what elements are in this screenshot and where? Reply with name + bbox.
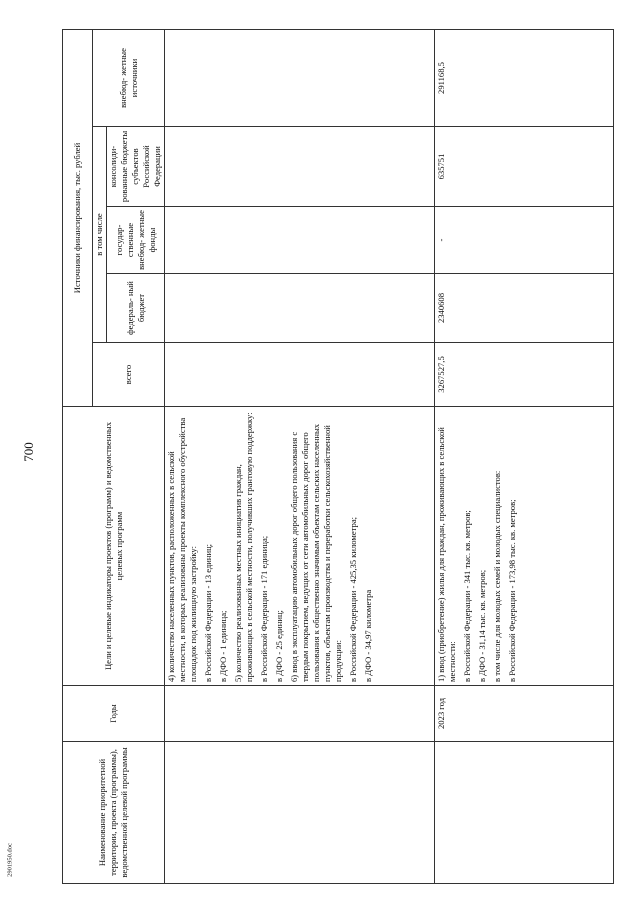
row2-state-funds: - xyxy=(435,207,614,274)
indicator-line: в Российской Федерации - 425,35 километра; xyxy=(348,516,358,682)
row1-total xyxy=(165,343,435,407)
indicator-line: в ДФО - 25 единиц; xyxy=(274,610,284,682)
indicator-line: 5) количество реализованных местных инициатив граждан, проживающих в сельской местности, получивших грантовую поддержку: xyxy=(233,412,254,682)
header-consolidated: консолиди- рованные бюджеты субъектов Российской Федерации xyxy=(107,127,165,207)
row1-federal xyxy=(165,274,435,343)
indicator-line: 1) ввод (приобретение) жилья для граждан, проживающих в сельской местности: xyxy=(436,427,457,682)
header-federal: федераль- ный бюджет xyxy=(107,274,165,343)
indicator-line: в Российской Федерации - 341 тыс. кв. метров; xyxy=(462,510,472,682)
indicator-line: в ДФО - 34,97 километра xyxy=(363,589,373,682)
row1-state-funds xyxy=(165,207,435,274)
table-row xyxy=(435,29,614,883)
header-name: Наименование приоритетной территории, проекта (программы), ведомственной целевой программы xyxy=(63,742,165,884)
page-number: 700 xyxy=(21,442,36,462)
header-years: Годы xyxy=(63,686,165,742)
indicator-line: в Российской Федерации - 171 единица; xyxy=(259,535,269,682)
row2-year: 2023 год xyxy=(435,686,614,742)
indicator-line: 4) количество населенных пунктов, расположенных в сельской местности, в которых реализованы проекты комплексного обустройства площадок под жилищную застройку: xyxy=(166,417,198,682)
header-goals: Цели и целевые индикаторы проектов (программ) и ведомственных целевых программ xyxy=(63,407,165,686)
rotated-table-container xyxy=(62,30,614,884)
header-including: в том числе xyxy=(93,127,107,343)
indicator-line: в Российской Федерации - 173,98 тыс. кв. метров; xyxy=(507,499,517,682)
indicator-line: 6) ввод в эксплуатацию автомобильных дорог общего пользования с твердым покрытием, ведущих от сети автомобильных дорог общего пользования к общественно значимым объектам сельских населенных пунктов, объектам производства и переработки сельскохозяйственной продукции: xyxy=(289,423,343,682)
header-sources: Источники финансирования, тыс. рублей xyxy=(63,29,93,406)
row1-consolidated xyxy=(165,127,435,207)
row2-indicators xyxy=(435,407,614,686)
row2-offbudget: 291168,5 xyxy=(435,29,614,126)
row2-consolidated: 635751 xyxy=(435,127,614,207)
document-code: 2901950.doc xyxy=(6,843,14,877)
indicator-line: в Российской Федерации - 13 единиц; xyxy=(203,543,213,682)
row1-name xyxy=(165,742,435,884)
indicator-line: в том числе для молодых семей и молодых специалистов: xyxy=(492,470,502,682)
indicator-line: в ДФО - 1 единица; xyxy=(218,610,228,682)
row2-federal: 2340608 xyxy=(435,274,614,343)
header-offbudget: внебюд- жетные источники xyxy=(93,29,165,126)
header-state-funds: государ- ственные внебюд- жетные фонды xyxy=(107,207,165,274)
header-total: всего xyxy=(93,343,165,407)
row2-total: 3267527,5 xyxy=(435,343,614,407)
indicator-line: в ДФО - 31,14 тыс. кв. метров; xyxy=(477,569,487,682)
row1-offbudget xyxy=(165,29,435,126)
row2-name xyxy=(435,742,614,884)
table-row xyxy=(165,29,435,883)
row1-indicators xyxy=(165,407,435,686)
row1-year xyxy=(165,686,435,742)
financing-table xyxy=(62,29,614,884)
